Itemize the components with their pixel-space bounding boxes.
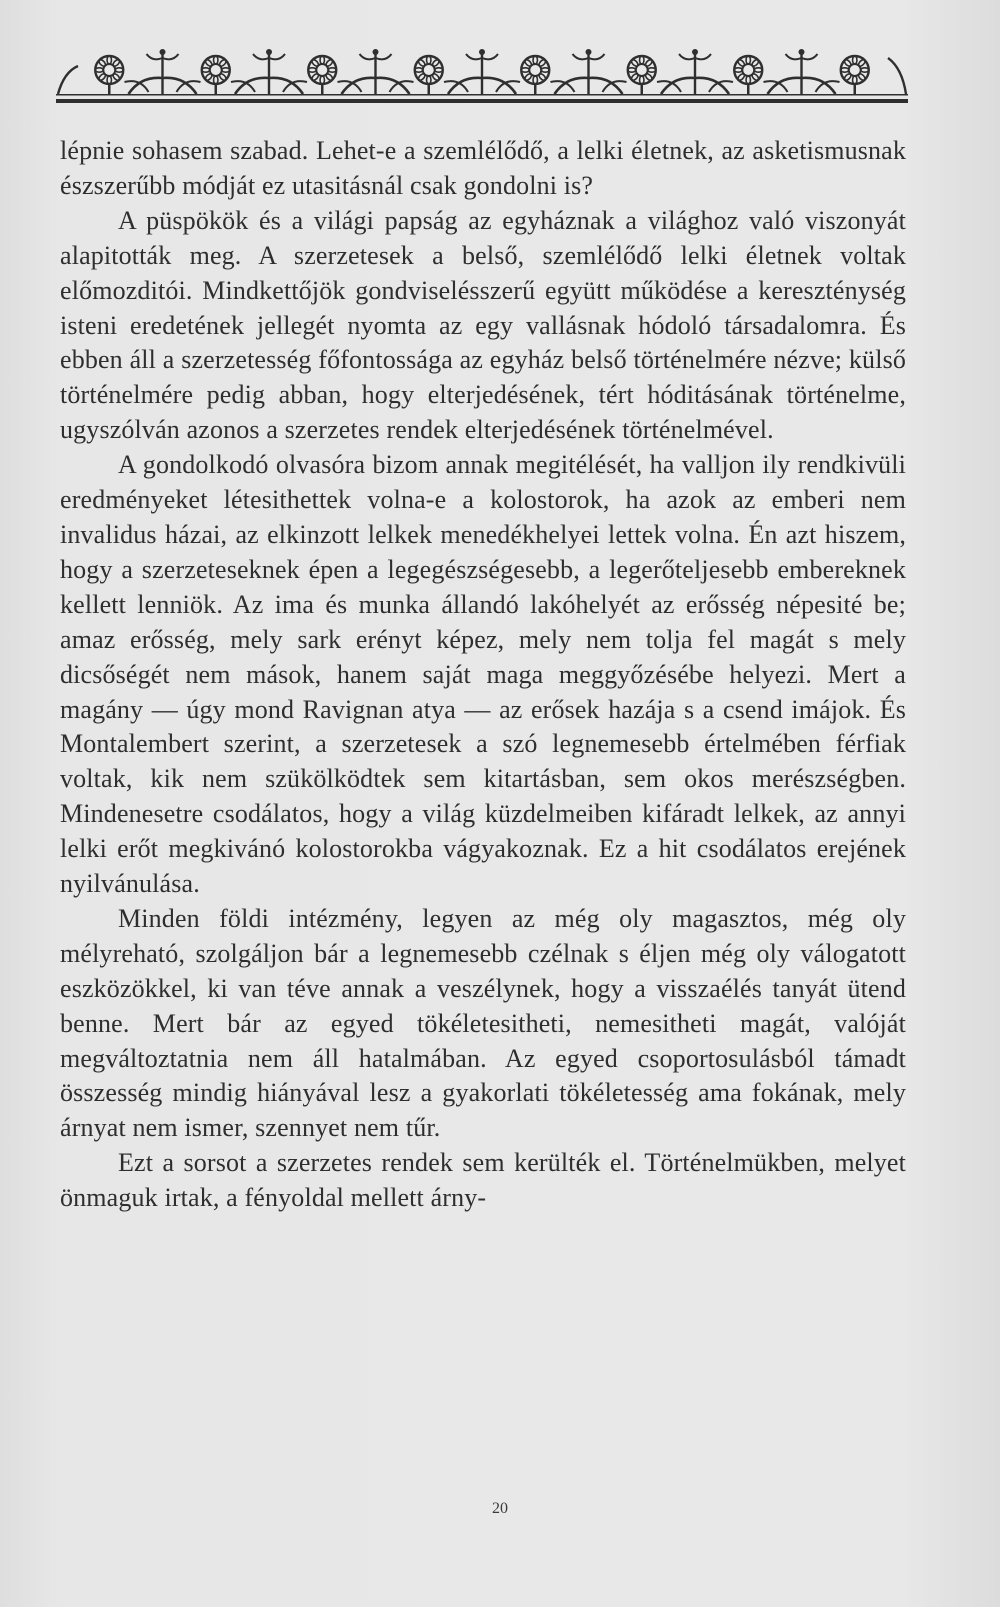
rosette-petal (107, 56, 111, 64)
rosette-petal (204, 59, 213, 68)
rosette-petal (325, 59, 334, 68)
spray-bud (373, 49, 379, 55)
rosette-petal (857, 59, 866, 68)
rosette-petal (417, 73, 426, 82)
rosette-petal (311, 59, 320, 68)
rosette-petal (628, 68, 636, 72)
rosette-petal (630, 59, 639, 68)
rosette-petal (541, 68, 549, 72)
rosette-petal (112, 59, 121, 68)
floral-border-ornament (56, 48, 908, 106)
rosette-petal (325, 73, 334, 82)
rosette-petal (524, 73, 533, 82)
paragraph-1-continuation: lépnie sohasem szabad. Lehet-e a szemlélődő, a lelki életnek, az asketismusnak észszerűbb módját ez utasitásnál csak gondolni is? (60, 136, 906, 200)
rosette-petal (746, 56, 750, 64)
rosette-petal (435, 68, 443, 72)
spray-bud (799, 49, 805, 55)
rosette-petal (427, 56, 431, 64)
rosette-petal (524, 59, 533, 68)
ornament-rule-thin (56, 94, 908, 96)
rosette-petal (751, 73, 760, 82)
rosette-petal (98, 59, 107, 68)
rosette-petal (328, 68, 336, 72)
rosette-petal (218, 73, 227, 82)
rosette-petal (431, 73, 440, 82)
spray-bud (586, 49, 592, 55)
rosette-petal (737, 59, 746, 68)
rosette-petal (644, 59, 653, 68)
edge-flourish (888, 58, 906, 94)
spray-bud (479, 49, 485, 55)
rosette-petal (648, 68, 656, 72)
rosette-petal (431, 59, 440, 68)
rosette-petal (640, 56, 644, 64)
rosette-petal (737, 73, 746, 82)
rosette-petal (538, 73, 547, 82)
body-text (60, 134, 906, 1216)
rosette-petal (841, 68, 849, 72)
edge-flourish (58, 66, 78, 94)
rosette-petal (644, 73, 653, 82)
rosette-petal (204, 73, 213, 82)
rosette-petal (754, 68, 762, 72)
rosette-petal (857, 73, 866, 82)
rosette-petal (112, 73, 121, 82)
page-number: 20 (492, 1500, 508, 1517)
rosette-petal (853, 56, 857, 64)
rosette-petal (415, 68, 423, 72)
paragraph-5: Ezt a sorsot a szerzetes rendek sem kerülték el. Történelmükben, melyet önmaguk irtak, a fényoldal mellett árny- (60, 1148, 906, 1213)
rosette-petal (861, 68, 869, 72)
rosette-petal (734, 68, 742, 72)
rosette-petal (311, 73, 320, 82)
rosette-petal (533, 56, 537, 64)
rosette-petal (630, 73, 639, 82)
rosette-petal (320, 56, 324, 64)
spray-bud (266, 49, 272, 55)
paragraph-4: Minden földi intézmény, legyen az még oly magasztos, még oly mélyreható, szolgáljon bár a legnemesebb czélnak s éljen még oly válogatott eszközökkel, ki van téve annak a veszélynek, hogy a visszaélés tanyát ütend benne. Mert bár az egyed tökéletesitheti, nemesitheti magát, valóját megváltoztatnia nem áll hatalmában. Az egyed csoportosulásból támadt összesség mindig hiányával lesz a gyakorlati tökéletesség ama fokának, mely árnyat nem ismer, szennyet nem tűr. (60, 903, 906, 1143)
rosette-petal (843, 73, 852, 82)
paragraph-3: A gondolkodó olvasóra bizom annak megitélését, ha valljon ily rendkivüli eredményeket létesithettek volna-e a kolostorok, ha azok az emberi nem invalidus házai, az elkinzott lelkek menedékhelyei lettek volna. Én azt hiszem, hogy a szerzeteseknek épen a legegészségesebb, a legerőteljesebb embereknek kellett lenniök. Az ima és munka állandó lakóhelyét az erősség népesité be; amaz erősség, mely sark erényt képez, mely nem tolja fel magát s mely dicsőségét nem mások, hanem saját maga meggyőzésébe helyezi. Mert a magány — úgy mond Ravignan atya — az erősek hazája s a csend imájok. És Montalembert szerint, a szerzetesek a szó legnemesebb értelmében férfiak voltak, kik nem szükölködtek sem kitartásban, sem okos merészségben. Mindenesetre csodálatos, hogy a világ küzdelmeiben kifáradt lelkek, az annyi lelki erőt megkivánó kolostorokba vágyakoznak. Ez a hit csodálatos erejének nyilvánulása. (60, 450, 906, 899)
rosette-petal (417, 59, 426, 68)
rosette-petal (98, 73, 107, 82)
rosette-petal (218, 59, 227, 68)
rosette-petal (538, 59, 547, 68)
rosette-petal (308, 68, 316, 72)
spray-bud (160, 49, 166, 55)
spray-bud (692, 49, 698, 55)
rosette-petal (521, 68, 529, 72)
ornament-rule (56, 99, 908, 103)
paragraph-2: A püspökök és a világi papság az egyháznak a világhoz való viszonyát alapitották meg. A szerzetesek a belső, szemlélődő lelki életnek voltak előmozditói. Mindkettőjök gondviselésszerű együtt működése a kereszténység isteni eredetének jellegét nyomta az egy vallásnak hódoló társadalomra. És ebben áll a szerzetesség főfontossága az egyház belső történelmére nézve; külső történelmére pedig abban, hogy elterjedésének, tért hóditásának történelme, ugyszólván azonos a szerzetes rendek elterjedésének történelmével. (60, 205, 906, 445)
rosette-petal (751, 59, 760, 68)
rosette-petal (214, 56, 218, 64)
rosette-petal (843, 59, 852, 68)
